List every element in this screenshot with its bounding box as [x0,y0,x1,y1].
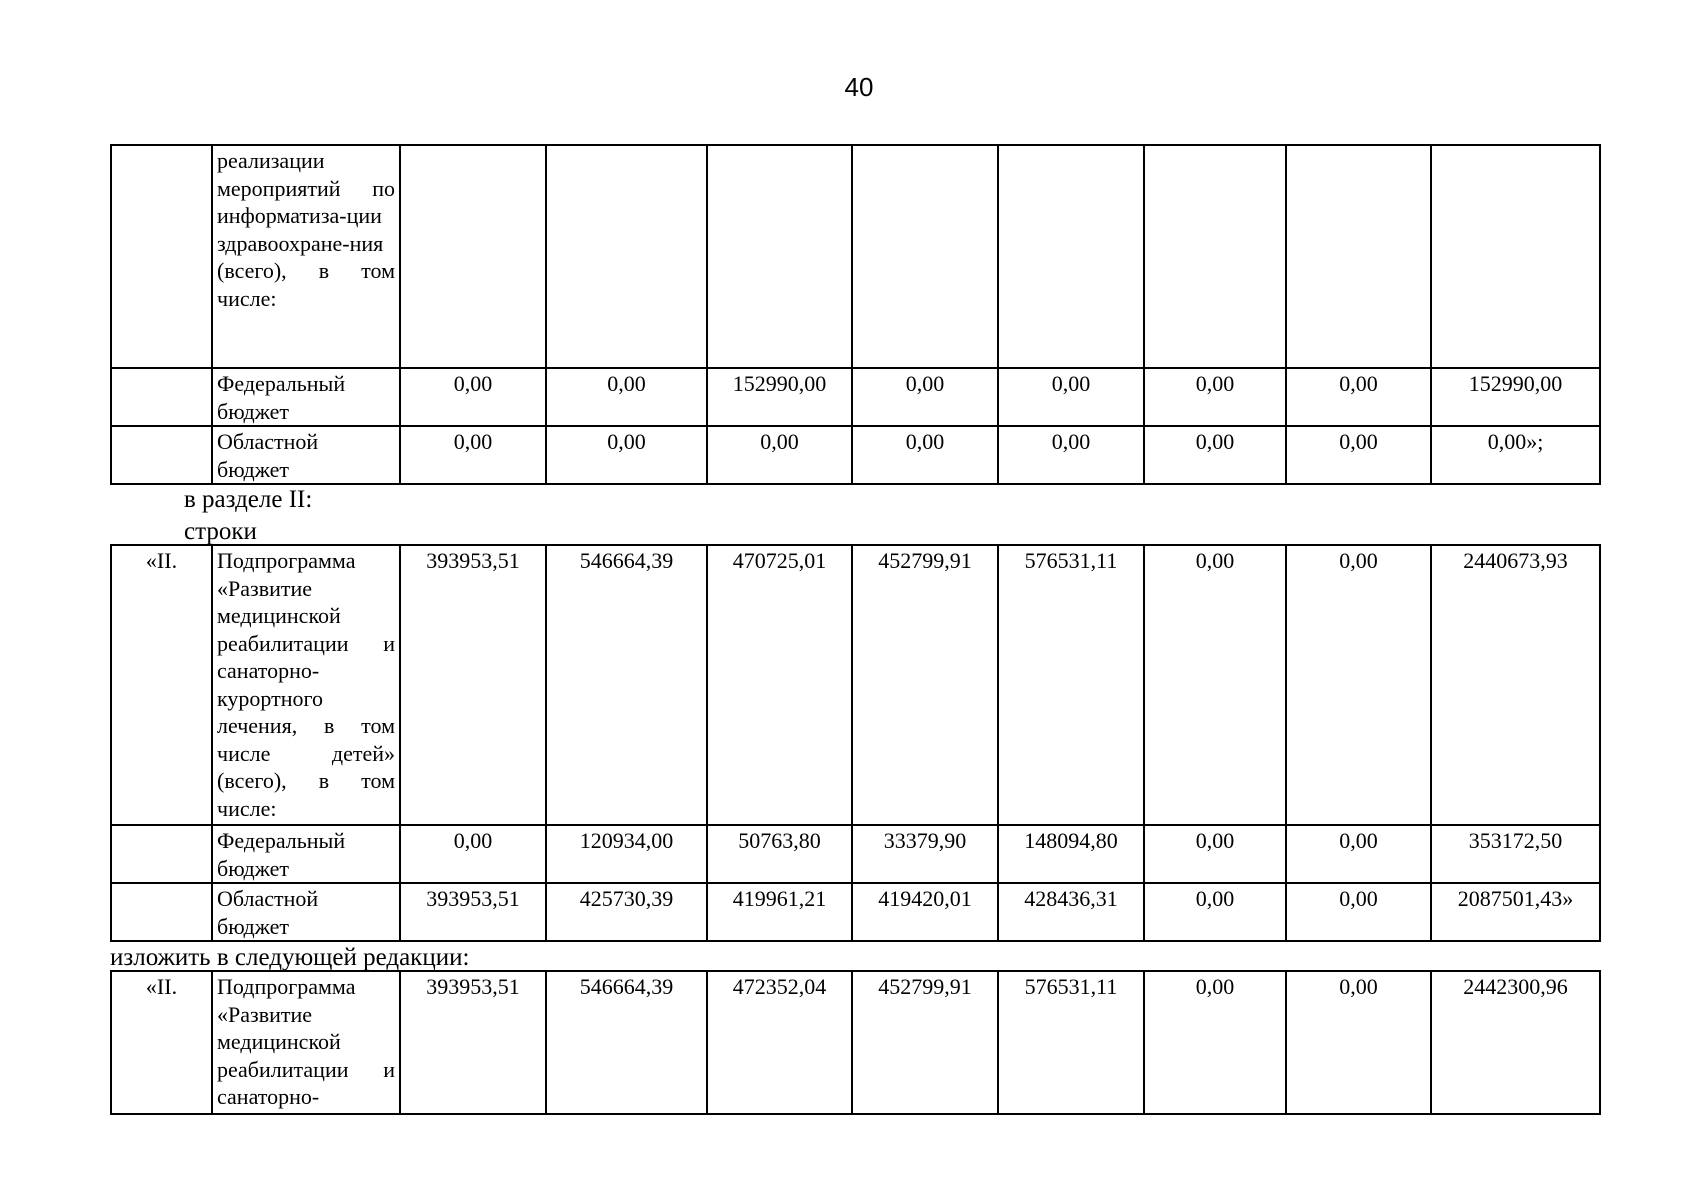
value-cell: 472352,04 [707,971,852,1114]
value-cell: 546664,39 [546,971,707,1114]
budget-table-old [110,544,1601,942]
budget-table-continued [110,144,1601,485]
value-cell: 2087501,43» [1431,883,1600,941]
row-code: «II. [111,971,212,1114]
value-cell: 152990,00 [1431,368,1600,426]
value-cell: 2440673,93 [1431,545,1600,825]
value-cell [707,145,852,368]
value-cell: 0,00 [1286,883,1431,941]
table-row [111,368,1600,426]
row-name: Подпрограмма «Развитие медицинской реабилитации и санаторно- [212,971,400,1114]
value-cell: 0,00 [1286,825,1431,883]
value-cell: 0,00 [1144,368,1286,426]
value-cell: 148094,80 [998,825,1144,883]
value-cell: 0,00 [1144,545,1286,825]
budget-table-new [110,970,1601,1115]
value-cell: 428436,31 [998,883,1144,941]
value-cell: 0,00 [852,426,998,484]
value-cell [1431,145,1600,368]
value-cell: 50763,80 [707,825,852,883]
value-cell: 0,00 [1286,368,1431,426]
value-cell [1144,145,1286,368]
value-cell: 0,00 [1144,426,1286,484]
table-row [111,545,1600,825]
value-cell [546,145,707,368]
value-cell: 2442300,96 [1431,971,1600,1114]
value-cell [998,145,1144,368]
value-cell: 0,00 [1144,883,1286,941]
value-cell: 0,00 [400,825,546,883]
table-row [111,825,1600,883]
value-cell: 419420,01 [852,883,998,941]
value-cell: 470725,01 [707,545,852,825]
value-cell: 0,00 [707,426,852,484]
value-cell: 0,00 [1144,971,1286,1114]
value-cell: 0,00 [400,426,546,484]
row-code [111,825,212,883]
value-cell: 33379,90 [852,825,998,883]
table-row [111,145,1600,368]
value-cell: 576531,11 [998,971,1144,1114]
table-row [111,426,1600,484]
row-code [111,426,212,484]
value-cell: 419961,21 [707,883,852,941]
edit-instruction-text: изложить в следующей редакции: [110,944,470,971]
value-cell: 393953,51 [400,971,546,1114]
value-cell: 393953,51 [400,883,546,941]
value-cell [852,145,998,368]
value-cell: 0,00 [998,426,1144,484]
page-number: 40 [844,72,874,102]
row-name: реализации мероприятий по информатиза-ции здравоохране-ния (всего), в том числе: [212,145,400,368]
row-code [111,145,212,368]
row-name: Областной бюджет [212,426,400,484]
row-name: Подпрограмма «Развитие медицинской реабилитации и санаторно-курортного лечения, в том числе детей» (всего), в том числе: [212,545,400,825]
value-cell: 152990,00 [707,368,852,426]
row-name: Федеральный бюджет [212,368,400,426]
rows-label-text: строки [184,518,257,545]
value-cell: 546664,39 [546,545,707,825]
value-cell: 0,00 [1144,825,1286,883]
value-cell: 452799,91 [852,971,998,1114]
value-cell: 0,00 [852,368,998,426]
value-cell: 0,00 [400,368,546,426]
value-cell: 0,00»; [1431,426,1600,484]
value-cell: 0,00 [998,368,1144,426]
table-row [111,883,1600,941]
row-name: Федеральный бюджет [212,825,400,883]
value-cell [400,145,546,368]
row-name: Областной бюджет [212,883,400,941]
value-cell: 0,00 [546,368,707,426]
value-cell: 0,00 [546,426,707,484]
section-heading-text: в разделе II: [184,486,313,513]
value-cell: 425730,39 [546,883,707,941]
value-cell: 576531,11 [998,545,1144,825]
value-cell: 120934,00 [546,825,707,883]
value-cell: 452799,91 [852,545,998,825]
value-cell: 0,00 [1286,426,1431,484]
row-code: «II. [111,545,212,825]
value-cell [1286,145,1431,368]
value-cell: 0,00 [1286,545,1431,825]
value-cell: 0,00 [1286,971,1431,1114]
value-cell: 393953,51 [400,545,546,825]
table-row [111,971,1600,1114]
value-cell: 353172,50 [1431,825,1600,883]
row-code [111,368,212,426]
row-code [111,883,212,941]
